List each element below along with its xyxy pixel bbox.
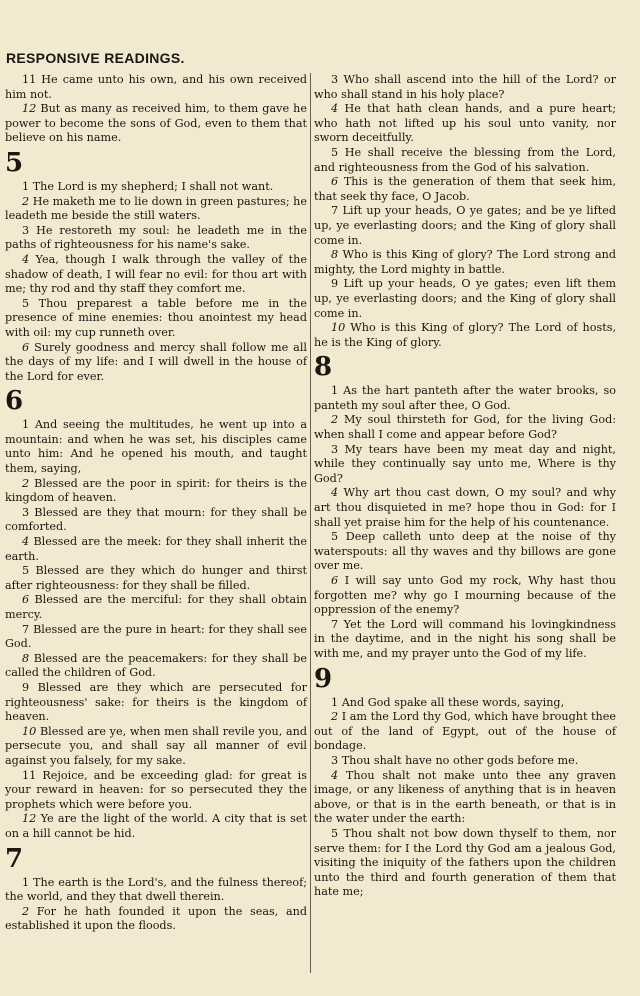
verse-number: 3: [22, 223, 30, 237]
verse: [314, 248, 616, 277]
verse-number: 4: [331, 768, 339, 782]
verse-text: Who is this King of glory? The Lord strong and mighty, the Lord mighty in battle.: [314, 248, 617, 276]
verse: [5, 195, 307, 224]
column-divider: [310, 73, 311, 973]
section-number: 9: [314, 663, 333, 694]
verse: [314, 277, 616, 321]
verse-text: He shall receive the blessing from the Lord, and righteousness from the God of his salvation.: [314, 145, 616, 174]
verse-text: But as many as received him, to them gave he power to become the sons of God, even to them that believe on his name.: [5, 102, 307, 145]
verse-number: 3: [331, 442, 339, 456]
section-number: 5: [5, 147, 24, 178]
verse: [5, 593, 307, 622]
verse-number: 2: [331, 710, 339, 724]
verse: [314, 146, 616, 175]
verse-text: Who shall ascend into the hill of the Lord? or who shall stand in his holy place?: [314, 73, 616, 101]
verse: [5, 812, 307, 841]
verse: [5, 73, 307, 102]
verse-number: 2: [22, 194, 30, 208]
verse: [314, 696, 616, 711]
verse-text: He maketh me to lie down in green pastures; he leadeth me beside the still waters.: [5, 194, 307, 223]
verse-number: 5: [22, 296, 30, 310]
verse: [314, 530, 616, 574]
verse-text: Thou preparest a table before me in the presence of mine enemies: thou anointest my head with oil: my cup runneth over.: [5, 296, 307, 339]
verse-text: For he hath founded it upon the seas, and established it upon the floods.: [5, 904, 308, 933]
verse-text: Blessed are the merciful: for they shall obtain mercy.: [5, 593, 307, 621]
verse-number: 4: [22, 252, 30, 266]
verse-text: Why art thou cast down, O my soul? and why art thou disquieted in me? hope thou in God: for I shall yet praise him for the help of his countenance.: [314, 486, 617, 529]
verse-text: I am the Lord thy God, which have brought thee out of the land of Egypt, out of the house of bondage.: [314, 710, 616, 753]
verse-text: My tears have been my meat day and night, while they continually say unto me, Where is thy God?: [314, 442, 616, 485]
verse-number: 5: [331, 145, 339, 159]
verse-text: Blessed are they that mourn: for they shall be comforted.: [5, 505, 308, 534]
verse-text: Blessed are the meek: for they shall inherit the earth.: [5, 535, 308, 563]
verse: [5, 418, 307, 476]
verse-number: 2: [331, 413, 339, 427]
verse-text: Deep calleth unto deep at the noise of thy waterspouts: all thy waves and thy billows are gone over me.: [314, 530, 616, 573]
verse-text: Thou shalt not bow down thyself to them, nor serve them: for I the Lord thy God am a jealous God, visiting the iniquity of the fathers upon the children unto the third and fourth generation of them that hate me;: [314, 826, 616, 899]
verse-text: Blessed are the pure in heart: for they shall see God.: [5, 622, 307, 651]
verse-text: Blessed are they which do hunger and thirst after righteousness: for they shall be filled.: [5, 564, 308, 592]
verse-text: Thou shalt not make unto thee any graven image, or any likeness of anything that is in heaven above, or that is in the earth beneath, or that is in the water under the earth:: [314, 768, 616, 826]
verse: [5, 652, 307, 681]
verse: [314, 574, 616, 618]
verse: [5, 564, 307, 593]
verse-text: My soul thirsteth for God, for the living God: when shall I come and appear before God?: [314, 413, 617, 442]
verse: [5, 477, 307, 506]
verse-text: I will say unto God my rock, Why hast thou forgotten me? why go I mourning because of the oppression of the enemy?: [314, 574, 616, 617]
verse-number: 7: [331, 204, 339, 218]
verse: [314, 754, 616, 769]
verse-number: 9: [22, 680, 30, 694]
verse-number: 9: [331, 277, 339, 291]
verse-text: Blessed are ye, when men shall revile you, and persecute you, and shall say all manner of evil against you falsely, for my sake.: [5, 724, 307, 767]
verse: [314, 175, 616, 204]
verse: [314, 102, 616, 146]
verse: [5, 224, 307, 253]
verse-number: 5: [331, 826, 339, 840]
verse-number: 3: [331, 73, 339, 86]
verse-text: Lift up your heads, O ye gates; and be ye lifted up, ye everlasting doors; and the King of glory shall come in.: [314, 204, 616, 247]
verse-number: 3: [331, 753, 339, 767]
verse-text: Ye are the light of the world. A city that is set on a hill cannot be hid.: [5, 812, 307, 840]
verse: [5, 876, 307, 905]
verse-text: Blessed are the poor in spirit: for theirs is the kingdom of heaven.: [5, 476, 307, 505]
verse: [314, 769, 616, 827]
verse: [5, 253, 307, 297]
verse-number: 1: [331, 384, 339, 398]
verse: [314, 384, 616, 413]
verse-number: 11: [22, 768, 37, 782]
verse: [5, 725, 307, 769]
verse: [314, 710, 616, 754]
verse-number: 12: [22, 102, 37, 116]
verse-text: Surely goodness and mercy shall follow me all the days of my life: and I will dwell in the house of the Lord for ever.: [5, 340, 307, 383]
verse: [5, 102, 307, 146]
verse-number: 4: [331, 102, 339, 116]
verse-text: Yet the Lord will command his lovingkindness in the daytime, and in the night his song shall be with me, and my prayer unto the God of my life.: [314, 617, 617, 660]
verse-number: 10: [22, 724, 37, 738]
verse-number: 6: [331, 175, 339, 189]
verse-number: 5: [22, 564, 30, 578]
verse-number: 2: [22, 904, 30, 918]
verse-text: And seeing the multitudes, he went up into a mountain: and when he was set, his disciples came unto him: And he opened his mouth, and taught them, saying,: [5, 418, 307, 476]
section-number: 8: [314, 352, 333, 383]
verse: [5, 905, 307, 934]
verse-number: 1: [22, 875, 30, 889]
verse-text: Blessed are they which are persecuted for righteousness' sake: for theirs is the kingdom of heaven.: [5, 680, 307, 724]
verse-text: As the hart panteth after the water brooks, so panteth my soul after thee, O God.: [314, 384, 616, 412]
verse: [5, 506, 307, 535]
verse-text: Who is this King of glory? The Lord of hosts, he is the King of glory.: [314, 321, 617, 349]
verse: [314, 443, 616, 487]
verse: [314, 486, 616, 530]
verse: [314, 618, 616, 662]
verse-number: 7: [22, 622, 30, 636]
verse: [314, 413, 616, 442]
verse-number: 3: [22, 505, 30, 519]
verse-text: And God spake all these words, saying,: [341, 695, 565, 709]
verse-number: 6: [22, 593, 30, 607]
verse-text: The earth is the Lord's, and the fulness thereof; the world, and they that dwell therein.: [5, 875, 308, 904]
section-number: 7: [5, 843, 24, 874]
verse-number: 1: [22, 418, 30, 432]
verse-number: 5: [331, 530, 339, 544]
verse: [5, 341, 307, 385]
left-column: [5, 73, 307, 934]
page-header: RESPONSIVE READINGS.: [6, 50, 185, 66]
verse-number: 10: [331, 321, 346, 335]
verse-number: 11: [22, 73, 37, 86]
verse-number: 7: [331, 617, 339, 631]
verse-text: He restoreth my soul: he leadeth me in the paths of righteousness for his name's sake.: [5, 223, 307, 252]
verse-number: 8: [331, 248, 339, 262]
verse-text: He that hath clean hands, and a pure heart; who hath not lifted up his soul unto vanity, nor sworn deceitfully.: [314, 102, 616, 145]
verse-text: He came unto his own, and his own received him not.: [5, 73, 308, 101]
verse-text: Lift up your heads, O ye gates; even lift them up, ye everlasting doors; and the King of glory shall come in.: [314, 277, 616, 320]
verse-text: The Lord is my shepherd; I shall not want.: [32, 179, 274, 193]
right-column: [314, 73, 616, 900]
verse-text: Rejoice, and be exceeding glad: for great is your reward in heaven: for so persecuted they the prophets which were before you.: [5, 768, 307, 811]
verse-number: 1: [331, 695, 339, 709]
verse-number: 6: [22, 340, 30, 354]
verse: [314, 73, 616, 102]
verse-number: 4: [331, 486, 339, 500]
verse: [5, 535, 307, 564]
verse-text: Blessed are the peacemakers: for they shall be called the children of God.: [5, 651, 307, 680]
verse: [5, 297, 307, 341]
verse-number: 6: [331, 574, 339, 587]
verse: [5, 681, 307, 725]
section-number: 6: [5, 386, 24, 417]
verse: [5, 769, 307, 813]
verse: [314, 204, 616, 248]
verse: [5, 623, 307, 652]
verse-number: 1: [22, 179, 30, 193]
verse-text: This is the generation of them that seek him, that seek thy face, O Jacob.: [314, 175, 616, 203]
verse: [314, 827, 616, 900]
verse-number: 2: [22, 476, 30, 490]
verse-number: 4: [22, 535, 30, 549]
verse-number: 8: [22, 651, 30, 665]
verse: [5, 180, 307, 195]
verse-text: Thou shalt have no other gods before me.: [341, 753, 579, 767]
verse: [314, 321, 616, 350]
verse-number: 12: [22, 812, 37, 826]
verse-text: Yea, though I walk through the valley of the shadow of death, I will fear no evil: for thou art with me; thy rod and thy staff they comfort me.: [5, 252, 307, 296]
